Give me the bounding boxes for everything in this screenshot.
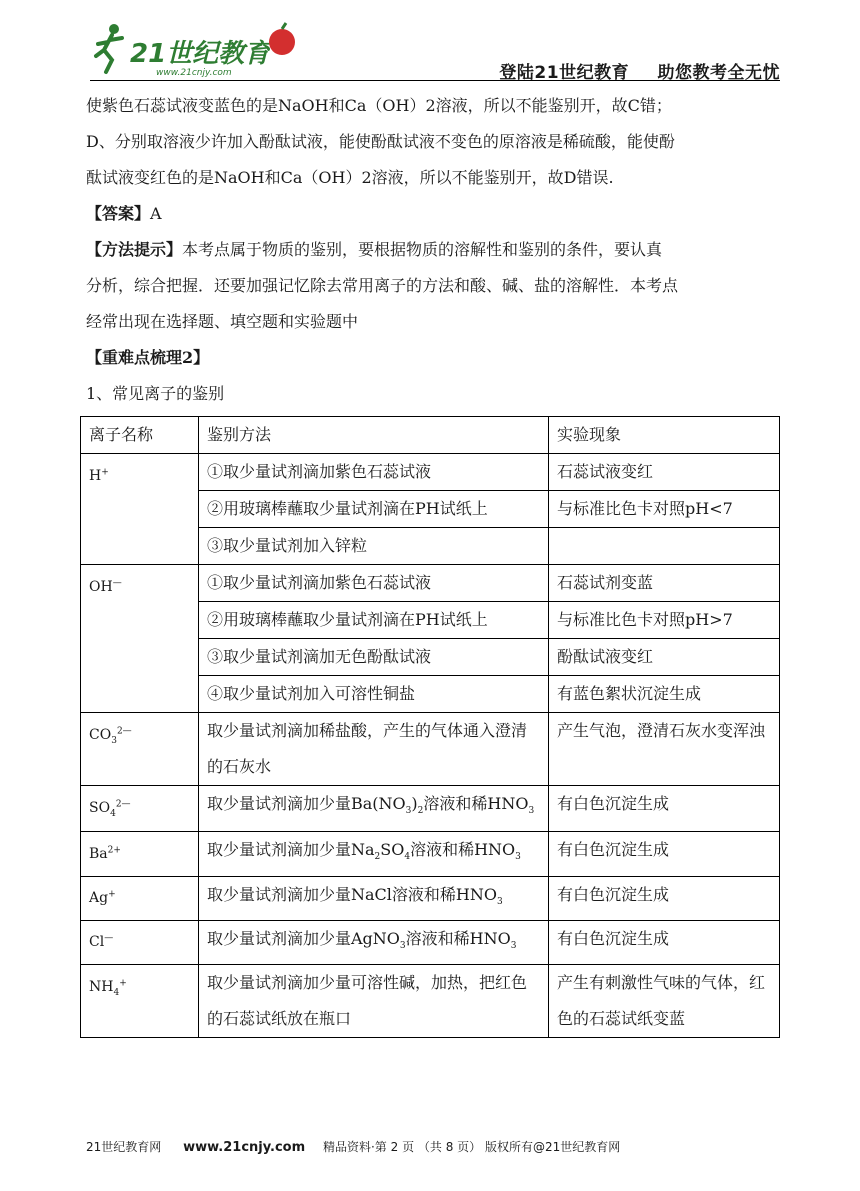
paragraph-text: 酞试液变红色的是NaOH和Ca（OH）2溶液，所以不能鉴别开，故D错误. bbox=[86, 168, 614, 187]
page-footer bbox=[86, 1138, 620, 1155]
body-text bbox=[86, 88, 780, 412]
footer-info: 精品资料·第 2 页 （共 8 页） 版权所有@21世纪教育网 bbox=[322, 1140, 621, 1154]
phenomenon-cell: 与标准比色卡对照pH>7 bbox=[549, 602, 780, 639]
phenomenon-cell: 有白色沉淀生成 bbox=[549, 876, 780, 920]
phenomenon-cell: 石蕊试剂变蓝 bbox=[549, 565, 780, 602]
ion-cell: $Ba^{2+}$ bbox=[81, 832, 199, 876]
ion-cell: $CO_3^{2—}$ bbox=[81, 713, 199, 786]
phenomenon-cell: 有白色沉淀生成 bbox=[549, 832, 780, 876]
header-divider bbox=[90, 80, 780, 81]
phenomenon-cell: 产生有刺激性气味的气体，红色的石蕊试纸变蓝 bbox=[549, 965, 780, 1038]
method-cell: ③取少量试剂滴加无色酚酞试液 bbox=[199, 639, 549, 676]
phenomenon-cell: 酚酞试液变红 bbox=[549, 639, 780, 676]
table-row bbox=[81, 713, 780, 786]
phenomenon-cell: 有白色沉淀生成 bbox=[549, 920, 780, 964]
method-cell: ②用玻璃棒蘸取少量试剂滴在PH试纸上 bbox=[199, 602, 549, 639]
table-header-row bbox=[81, 417, 780, 454]
ion-cell: $NH_4^+$ bbox=[81, 965, 199, 1038]
paragraph-text: 本考点属于物质的鉴别，要根据物质的溶解性和鉴别的条件，要认真 bbox=[182, 240, 663, 259]
phenomenon-cell: 与标准比色卡对照pH<7 bbox=[549, 491, 780, 528]
table-row bbox=[81, 876, 780, 920]
paragraph bbox=[86, 196, 780, 232]
method-cell: 取少量试剂滴加稀盐酸，产生的气体通入澄清的石灰水 bbox=[199, 713, 549, 786]
method-cell: 取少量试剂滴加少量NaCl溶液和稀$HNO_3$ bbox=[199, 876, 549, 920]
runner-icon bbox=[96, 24, 122, 72]
section-label: 【重难点梳理2】 bbox=[86, 348, 210, 367]
phenomenon-cell: 有白色沉淀生成 bbox=[549, 786, 780, 832]
logo bbox=[92, 20, 302, 78]
paragraph bbox=[86, 304, 780, 340]
paragraph bbox=[86, 232, 780, 268]
ion-cell: Cl— bbox=[81, 920, 199, 964]
slogan-right: 助您教考全无忧 bbox=[657, 63, 780, 83]
header-ion-name: 离子名称 bbox=[81, 417, 199, 454]
section-label: 【方法提示】 bbox=[86, 240, 183, 259]
method-cell: ②用玻璃棒蘸取少量试剂滴在PH试纸上 bbox=[199, 491, 549, 528]
paragraph bbox=[86, 88, 780, 124]
method-cell: ①取少量试剂滴加紫色石蕊试液 bbox=[199, 565, 549, 602]
paragraph-text: 使紫色石蕊试液变蓝色的是NaOH和Ca（OH）2溶液，所以不能鉴别开，故C错； bbox=[86, 96, 672, 115]
table-row bbox=[81, 965, 780, 1038]
section-label: 【答案】 bbox=[86, 204, 151, 223]
paragraph-text: 1、常见离子的鉴别 bbox=[86, 384, 225, 403]
ion-cell: $SO_4^{2—}$ bbox=[81, 786, 199, 832]
method-cell: ④取少量试剂加入可溶性铜盐 bbox=[199, 676, 549, 713]
paragraph-text: 分析，综合把握．还要加强记忆除去常用离子的方法和酸、碱、盐的溶解性．本考点 bbox=[86, 276, 679, 295]
phenomenon-cell: 有蓝色絮状沉淀生成 bbox=[549, 676, 780, 713]
paragraph-text: A bbox=[150, 204, 162, 223]
table-row bbox=[81, 565, 780, 602]
ion-identification-table bbox=[80, 416, 780, 1038]
method-cell: 取少量试剂滴加少量AgNO$_3$溶液和稀$HNO_3$ bbox=[199, 920, 549, 964]
ion-cell: Ag+ bbox=[81, 876, 199, 920]
table-row bbox=[81, 920, 780, 964]
method-cell: ①取少量试剂滴加紫色石蕊试液 bbox=[199, 454, 549, 491]
paragraph bbox=[86, 268, 780, 304]
paragraph bbox=[86, 124, 780, 160]
phenomenon-cell: 产生气泡，澄清石灰水变浑浊 bbox=[549, 713, 780, 786]
phenomenon-cell bbox=[549, 528, 780, 565]
table-row bbox=[81, 454, 780, 491]
method-cell: 取少量试剂滴加少量$Na_2SO_4$溶液和稀$HNO_3$ bbox=[199, 832, 549, 876]
apple-icon bbox=[269, 29, 295, 55]
method-cell: 取少量试剂滴加少量可溶性碱，加热，把红色的石蕊试纸放在瓶口 bbox=[199, 965, 549, 1038]
paragraph-text: D、分别取溶液少许加入酚酞试液，能使酚酞试液不变色的原溶液是稀硫酸，能使酚 bbox=[86, 132, 675, 151]
method-cell: 取少量试剂滴加少量$Ba(NO_3)_2$溶液和稀$HNO_3$ bbox=[199, 786, 549, 832]
paragraph bbox=[86, 376, 780, 412]
header-method: 鉴别方法 bbox=[199, 417, 549, 454]
paragraph bbox=[86, 340, 780, 376]
logo-url: www.21cnjy.com bbox=[156, 68, 232, 78]
table-row bbox=[81, 786, 780, 832]
paragraph bbox=[86, 160, 780, 196]
page-header bbox=[80, 14, 780, 82]
method-cell: ③取少量试剂加入锌粒 bbox=[199, 528, 549, 565]
phenomenon-cell: 石蕊试液变红 bbox=[549, 454, 780, 491]
footer-url[interactable]: www.21cnjy.com bbox=[183, 1140, 306, 1155]
ion-cell: H+ bbox=[81, 454, 199, 565]
logo-text: 21世纪教育 bbox=[130, 39, 271, 69]
slogan-left: 登陆21世纪教育 bbox=[499, 63, 630, 83]
ion-cell: OH— bbox=[81, 565, 199, 713]
footer-site: 21世纪教育网 bbox=[86, 1140, 162, 1154]
header-phenomenon: 实验现象 bbox=[549, 417, 780, 454]
table-row bbox=[81, 832, 780, 876]
paragraph-text: 经常出现在选择题、填空题和实验题中 bbox=[86, 312, 359, 331]
